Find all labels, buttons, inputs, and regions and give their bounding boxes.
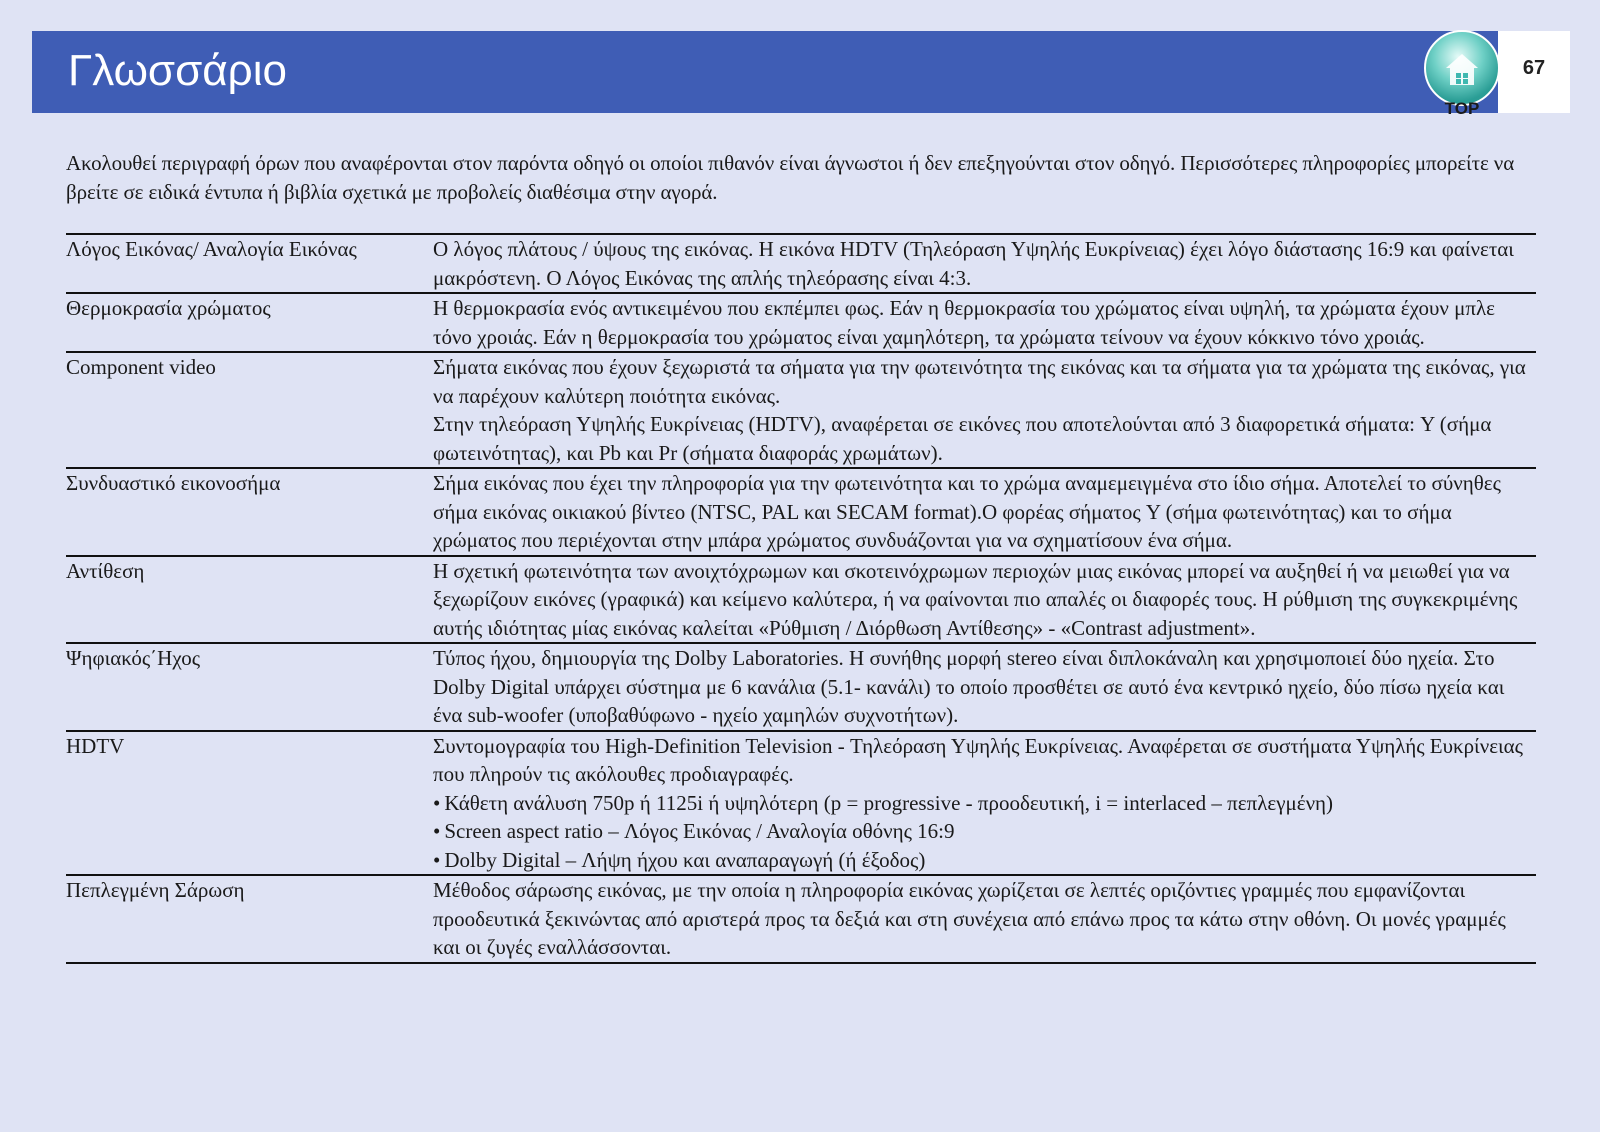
glossary-term: Συνδυαστικό εικονοσήμα [66,468,433,556]
house-top-icon [1420,30,1504,116]
definition-bullet-item: • Screen aspect ratio – Λόγος Εικόνας / Αναλογία οθόνης 16:9 [433,817,1536,846]
definition-paragraph: Η θερμοκρασία ενός αντικειμένου που εκπέμπει φως. Εάν η θερμοκρασία του χρώματος είναι υψηλή, τα χρώματα έχουν μπλε τόνο χροιάς. Εάν η θερμοκρασία του χρώματος είναι χαμηλότερη, τα χρώματα τείνουν να έχουν κόκκινο τόνο χροιάς. [433,296,1495,349]
glossary-row [66,293,1536,352]
glossary-definition [433,293,1536,352]
definition-paragraph: Μέθοδος σάρωσης εικόνας, με την οποία η πληροφορία εικόνας χωρίζεται σε λεπτές οριζόντιες γραμμές που εμφανίζονται προοδευτικά ξεκινώντας από αριστερά προς τα δεξιά και στη συνέχεια από επάνω προς τα κάτω στην οθόνη. Οι μονές γραμμές και οι ζυγές εναλλάσσονται. [433,878,1506,959]
glossary-row [66,234,1536,293]
glossary-definition [433,875,1536,963]
definition-paragraph: Τύπος ήχου, δημιουργία της Dolby Laboratories. Η συνήθης μορφή stereo είναι διπλοκάναλη και χρησιμοποιεί δύο ηχεία. Στο Dolby Digital υπάρχει σύστημα με 6 κανάλια (5.1- κανάλι) το οποίο προσθέτει σε αυτό ένα κεντρικό ηχείο, δύο πίσω ηχεία και ένα sub-woofer (υποβαθύφωνο - ηχείο χαμηλών συχνοτήτων). [433,646,1505,727]
glossary-term: Πεπλεγμένη Σάρωση [66,875,433,963]
definition-bullet-item: • Κάθετη ανάλυση 750p ή 1125i ή υψηλότερη (p = progressive - προοδευτική, i = interlaced – πεπλεγμένη) [433,789,1536,818]
glossary-definition [433,468,1536,556]
glossary-term: HDTV [66,731,433,876]
glossary-definition [433,352,1536,468]
page-number: 67 [1522,57,1546,79]
glossary-definition [433,556,1536,644]
glossary-definition [433,643,1536,731]
page-number-box [1498,31,1570,113]
top-button-label: TOP [1444,99,1480,116]
top-button[interactable] [1420,30,1504,116]
definition-paragraph: Συντομογραφία του High-Definition Television - Τηλεόραση Υψηλής Ευκρίνειας. Αναφέρεται σε συστήματα Υψηλής Ευκρίνειας που πληρούν τις ακόλουθες προδιαγραφές. [433,733,1523,786]
glossary-row [66,731,1536,876]
definition-paragraph: Ο λόγος πλάτους / ύψους της εικόνας. Η εικόνα HDTV (Τηλεόραση Υψηλής Ευκρίνειας) έχει λόγο διάστασης 16:9 και φαίνεται μακρόστενη. Ο Λόγος Εικόνας της απλής τηλεόρασης είναι 4:3. [433,237,1514,290]
glossary-row [66,556,1536,644]
definition-paragraph: Σήματα εικόνας που έχουν ξεχωριστά τα σήματα για την φωτεινότητα της εικόνας και τα σήματα για τα χρώματα της εικόνας, για να παρέχουν καλύτερη ποιότητα εικόνας. [433,355,1526,408]
page-title: Γλωσσάριο [68,46,287,95]
glossary-term: Ψηφιακός΄Ηχος [66,643,433,731]
page-header [32,31,1498,113]
glossary-row [66,875,1536,963]
definition-paragraph: Η σχετική φωτεινότητα των ανοιχτόχρωμων και σκοτεινόχρωμων περιοχών μιας εικόνας μπορεί να αυξηθεί ή να μειωθεί για να ξεχωρίζουν εικόνες (γραφικά) και κείμενο καλύτερα, ή να φαίνονται πιο απαλές οι διαφορές τους. Η ρύθμιση της συγκεκριμένης αυτής ιδιότητας μίας εικόνας καλείται «Ρύθμιση / Διόρθωση Αντίθεσης» - «Contrast adjustment». [433,558,1518,640]
intro-paragraph: Ακολουθεί περιγραφή όρων που αναφέρονται στον παρόντα οδηγό οι οποίοι πιθανόν είναι άγνωστοι ή δεν επεξηγούνται στον οδηγό. Περισσότερες πληροφορίες μπορείτε να βρείτε σε ειδικά έντυπα ή βιβλία σχετικά με προβολείς διαθέσιμα στην αγορά. [66,151,1515,204]
glossary-definition [433,731,1536,876]
glossary-definition [433,234,1536,293]
glossary-term: Component video [66,352,433,468]
glossary-row [66,468,1536,556]
definition-bullet-item: • Dolby Digital – Λήψη ήχου και αναπαραγωγή (ή έξοδος) [433,846,1536,875]
glossary-table [66,233,1536,964]
glossary-term: Λόγος Εικόνας/ Αναλογία Εικόνας [66,234,433,293]
definition-paragraph: Στην τηλεόραση Υψηλής Ευκρίνειας (HDTV), αναφέρεται σε εικόνες που αποτελούνται από 3 διαφορετικά σήματα: Y (σήμα φωτεινότητας), και Pb και Pr (σήματα διαφοράς χρωμάτων). [433,412,1492,465]
glossary-term: Θερμοκρασία χρώματος [66,293,433,352]
glossary-term: Αντίθεση [66,556,433,644]
glossary-row [66,352,1536,468]
definition-paragraph: Σήμα εικόνας που έχει την πληροφορία για την φωτεινότητα και το χρώμα αναμεμειγμένα στο ίδιο σήμα. Αποτελεί το σύνηθες σήμα εικόνας οικιακού βίντεο (NTSC, PAL και SECAM format).Ο φορέας σήματος Y (σήμα φωτεινότητας) και το σήμα χρώματος που περιέχονται στην μπάρα χρώματος συνδυάζονται για να σχηματίσουν ένα σήμα. [433,471,1501,552]
glossary-row [66,643,1536,731]
